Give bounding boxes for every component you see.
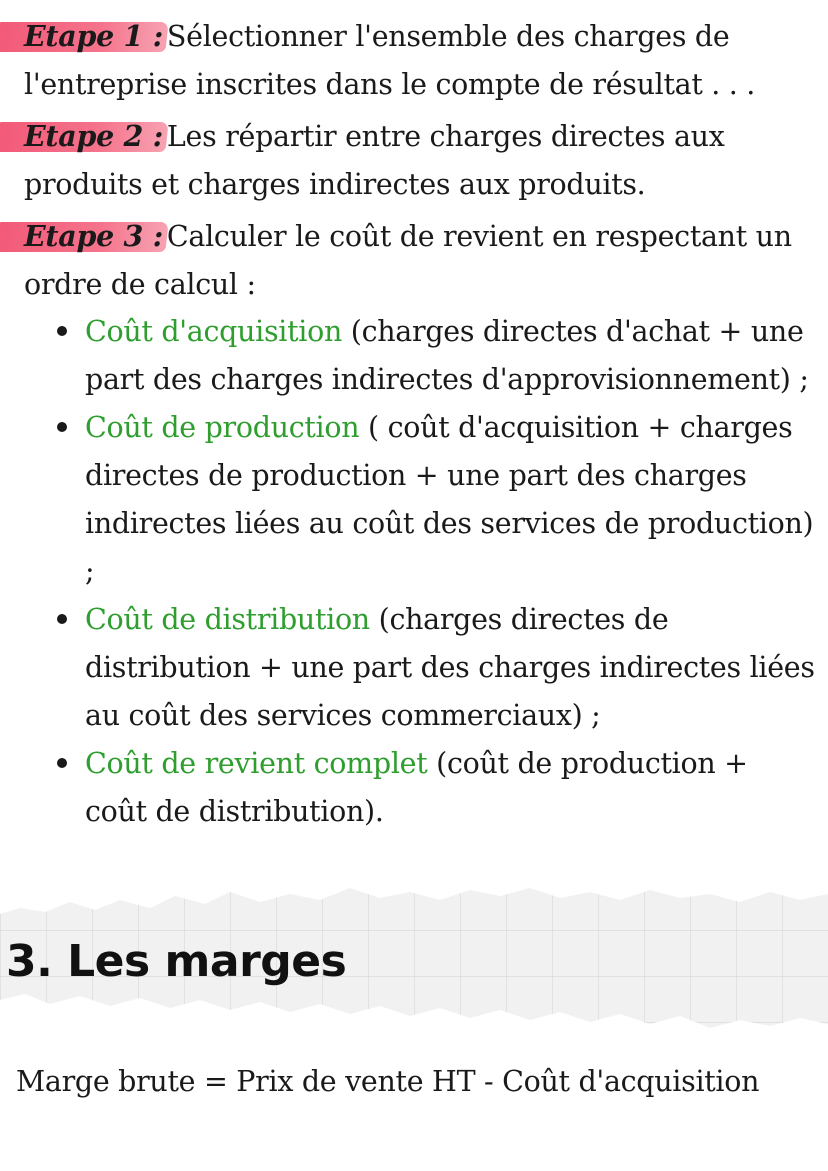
cost-detail: (charges directes d'achat + une part des charges indirectes d'approvisionnement) ; — [85, 315, 809, 396]
step-3 — [24, 212, 814, 309]
cost-detail: ( coût d'acquisition + charges directes de production + une part des charges indirectes liées au coût des services de production) ; — [85, 411, 814, 588]
cost-list — [55, 308, 815, 836]
cost-detail: (charges directes de distribution + une part des charges indirectes liées au coût des services commerciaux) ; — [85, 603, 815, 732]
step-2 — [24, 112, 814, 209]
step-1-text: Sélectionner l'ensemble des charges de l'entreprise inscrites dans le compte de résultat . . . — [24, 20, 756, 101]
list-item — [55, 596, 815, 740]
step-2-text: Les répartir entre charges directes aux produits et charges indirectes aux produits. — [24, 120, 725, 201]
list-item — [55, 308, 815, 404]
step-1 — [24, 12, 814, 109]
step-3-label: Etape 3 : — [24, 212, 163, 260]
step-3-text: Calculer le coût de revient en respectant un ordre de calcul : — [24, 220, 792, 301]
cost-name: Coût de production — [85, 411, 360, 444]
bullet-icon — [57, 422, 67, 432]
bullet-icon — [57, 614, 67, 624]
margin-formula: Marge brute = Prix de vente HT - Coût d'acquisition — [16, 1065, 760, 1098]
section-title: 3. Les marges — [6, 936, 347, 987]
list-item — [55, 740, 815, 836]
list-item — [55, 404, 815, 596]
cost-name: Coût d'acquisition — [85, 315, 343, 348]
cost-name: Coût de distribution — [85, 603, 370, 636]
cost-detail: (coût de production + coût de distribution). — [85, 747, 748, 828]
bullet-icon — [57, 326, 67, 336]
step-2-label: Etape 2 : — [24, 112, 163, 160]
step-1-label: Etape 1 : — [24, 12, 163, 60]
cost-name: Coût de revient complet — [85, 747, 428, 780]
bullet-icon — [57, 758, 67, 768]
